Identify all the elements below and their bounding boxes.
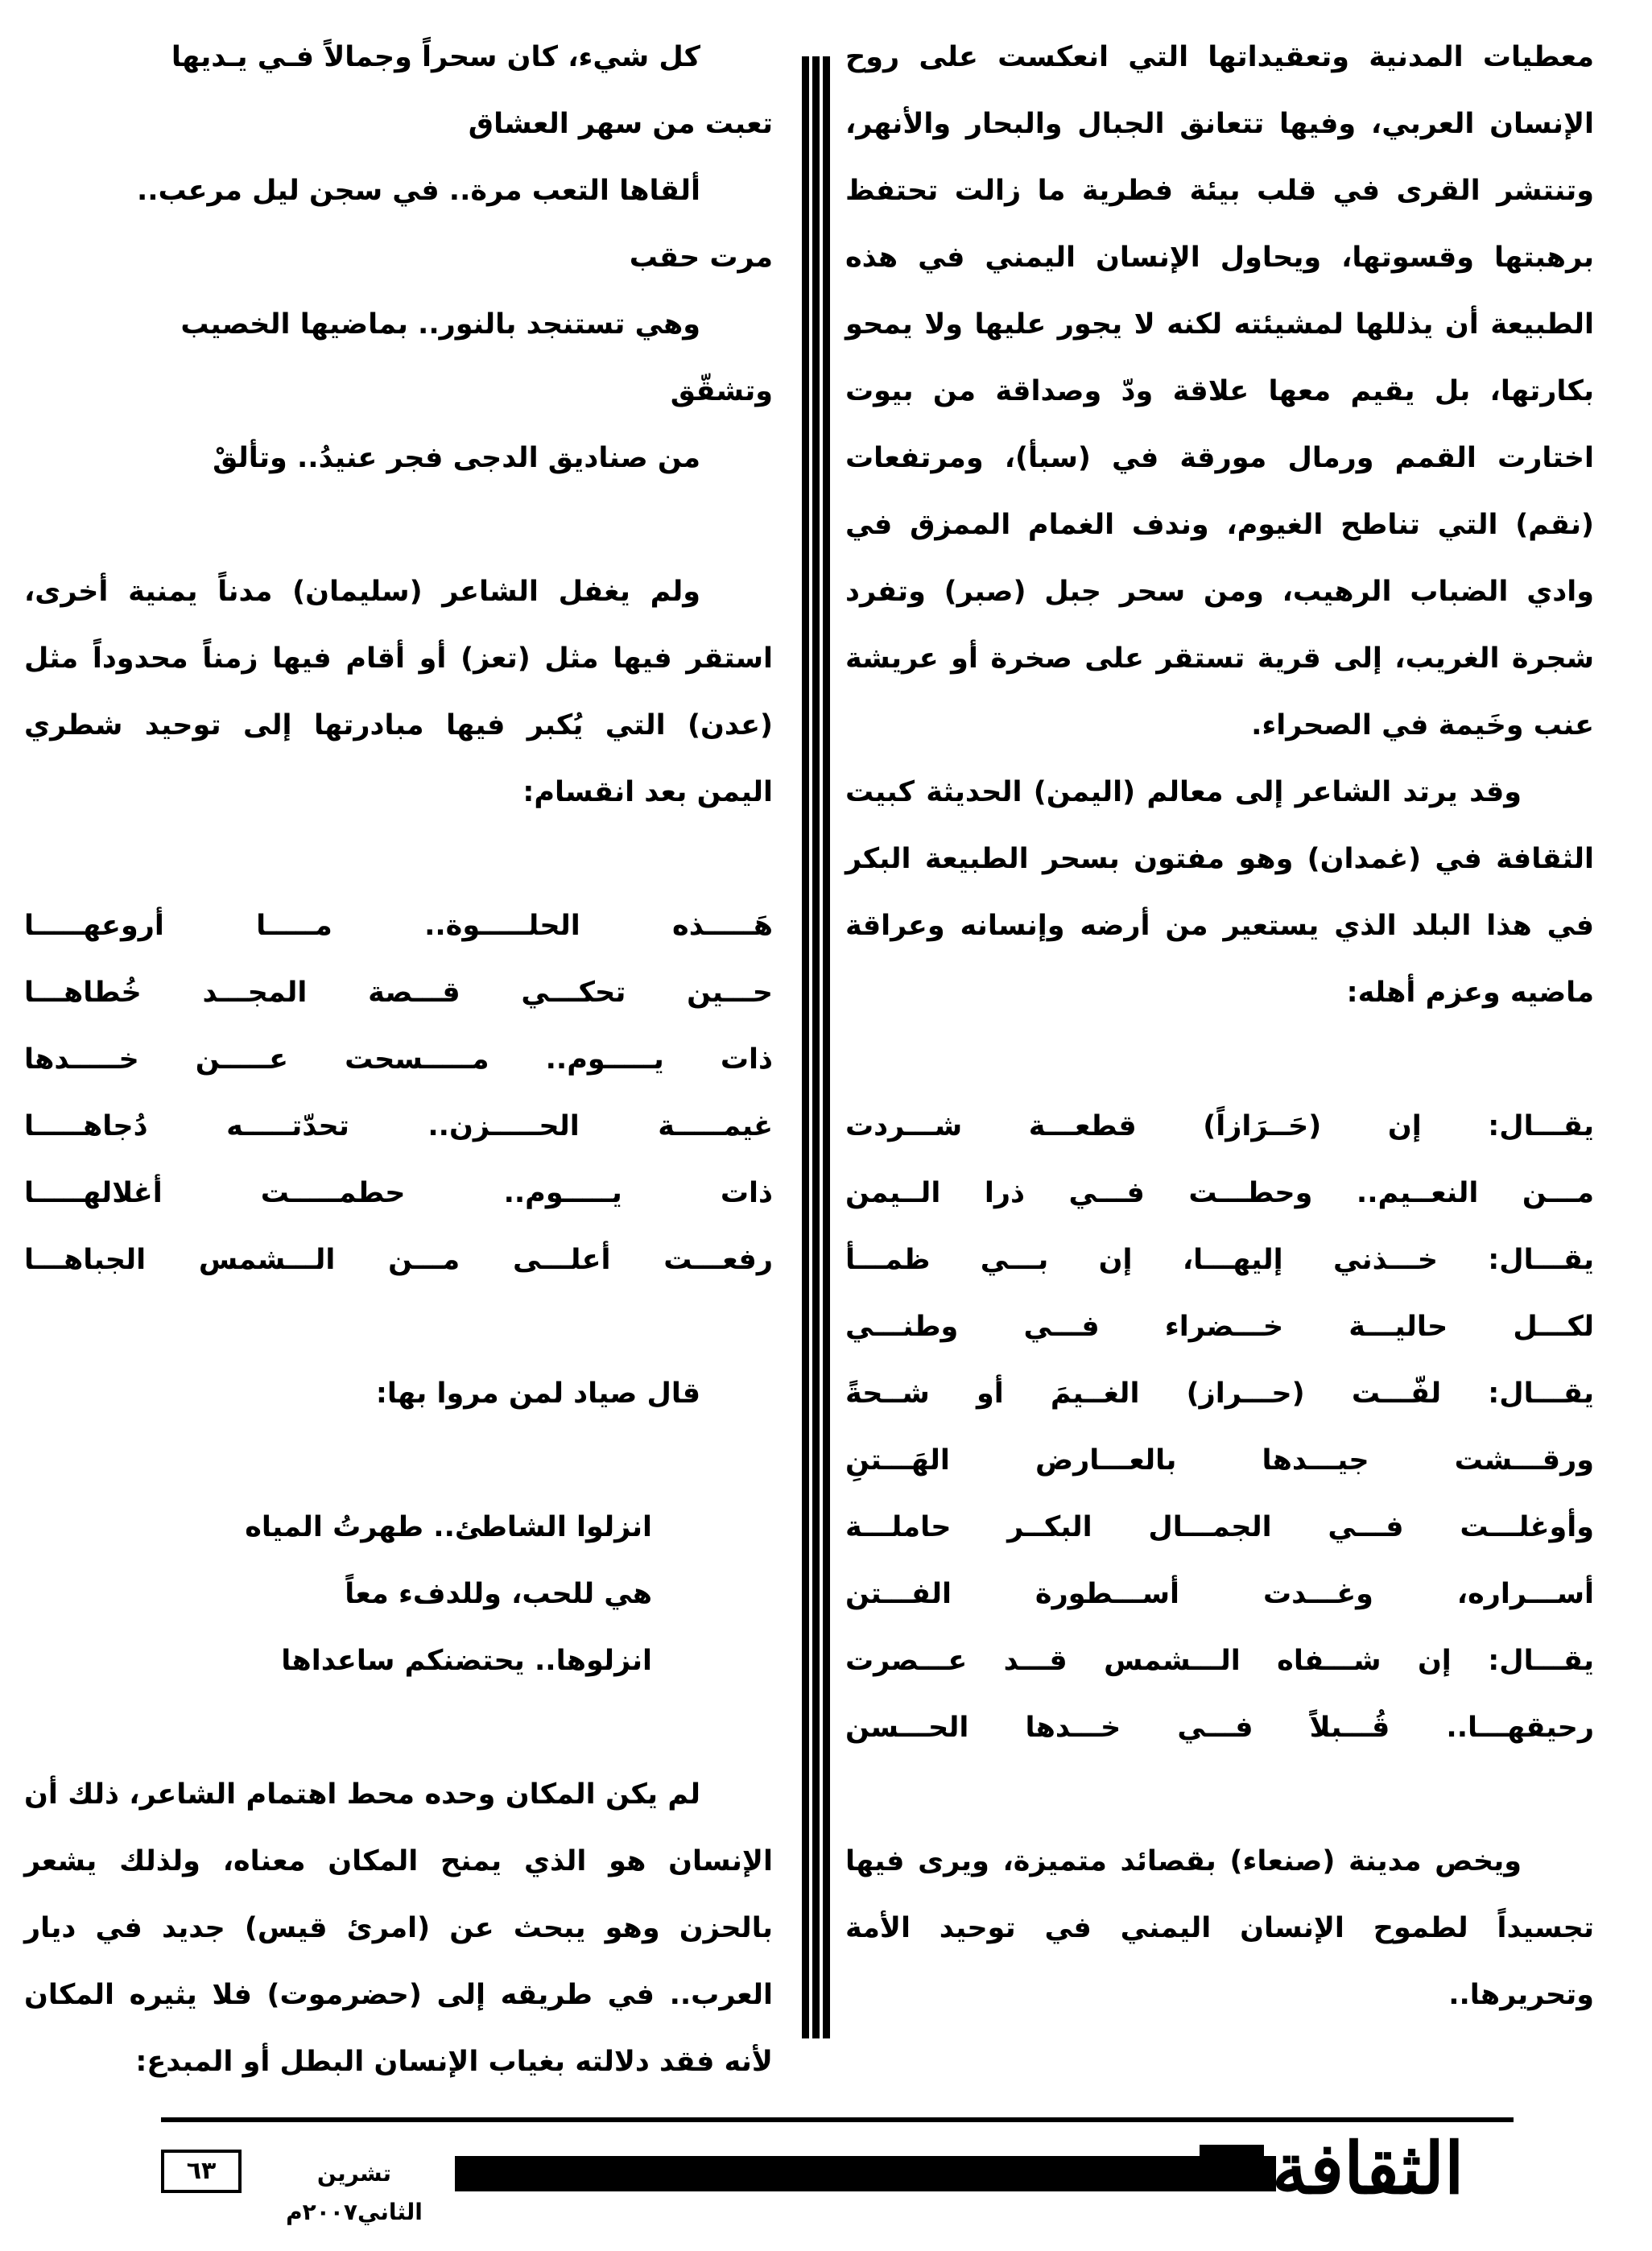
poem-aden: [24, 893, 773, 1294]
verse-line: غيمـــــة الحـــــزن.. تحدّتـــــه دُجاهـــــا: [24, 1110, 773, 1142]
logo-text: الثقافة: [1272, 2126, 1464, 2210]
separator-line: [823, 56, 830, 2038]
paragraph-nature: معطيات المدنية وتعقيداتها التي انعكست على روح الإنسان العربي، وفيها تتعانق الجبال والبحار والأنهر، وتنتشر القرى في قلب بيئة فطرية ما زالت تحتفظ برهبتها وقسوتها، ويحاول الإنسان اليمني في هذه الطبيعة أن يذللها لمشيئته لكنه لا يجور عليها ولا يمحو بكارتها، بل يقيم معها علاقة ودّ وصداقة من بيوت اختارت القمم ورمال مورقة في (سبأ)، ومرتفعات (نقم) التي تناطح الغيوم، وندف الغمام الممزق في وادي الضباب الرهيب، ومن سحر جبل (صبر) وتفرد شجرة الغريب، إلى قرية تستقر على صخرة أو عريشة عنب وخَيمة في الصحراء.: [845, 41, 1594, 741]
verse-line: هَـــــذه الحلـــــوة.. مـــــا أروعهـــــا: [24, 910, 773, 942]
page-number: ٦٣: [161, 2150, 242, 2193]
verse-line: وأوغلـــت فـــي الجمـــال البكــر حاملـــة: [845, 1511, 1594, 1543]
stanza-line: انزلوا الشاطئ.. طهرتُ المياه: [245, 1511, 652, 1543]
spacer: [24, 1294, 773, 1361]
spacer: [24, 826, 773, 893]
poem-line: وهي تستنجد بالنور.. بماضيها الخصيب: [180, 308, 700, 341]
verse-line: أســـراره، وغـــدت أســـطورة الفـــتن: [845, 1578, 1594, 1610]
stanza-line: هي للحب، وللدفء معاً: [345, 1578, 652, 1610]
magazine-logo: [1200, 2124, 1634, 2212]
spacer: [24, 1427, 773, 1494]
column-separator: [795, 56, 832, 2038]
verse-line: يقـــال: إن شـــفاه الـــشمس قـــد عـــصرت: [845, 1645, 1594, 1677]
poem-line: من صناديق الدجى فجر عنيدُ.. وتألقْ: [213, 442, 700, 474]
verse-line: ذات يـــــوم.. مـــــسحت عـــــن خـــــدها: [24, 1043, 773, 1076]
left-text-column: [24, 24, 773, 2078]
poem-line: وتشقّق: [670, 375, 773, 407]
spacer: [24, 1695, 773, 1762]
verse-line: يقـــال: إن (حَــرَازاً) قطعـــة شـــردت: [845, 1110, 1594, 1142]
verse-line: حـــين تحكـــي قـــصة المجـــد خُطاهـــا: [24, 977, 773, 1009]
logo-bars-icon: [1200, 2145, 1264, 2191]
poem-shore: [24, 1494, 773, 1695]
poem-line: ألقاها التعب مرة.. في سجن ليل مرعب..: [136, 175, 700, 207]
paragraph-fisherman: قال صياد لمن مروا بها:: [375, 1377, 700, 1410]
right-text-column: [845, 24, 1594, 2053]
verse-line: لكـــل حاليـــة خـــضراء فـــي وطنـــي: [845, 1311, 1594, 1343]
separator-line: [802, 56, 809, 2038]
poem-line: تعبت من سهر العشاق: [468, 108, 773, 140]
page-footer: [0, 2117, 1652, 2225]
poem-line: مرت حقب: [629, 242, 773, 274]
spacer: [845, 1026, 1594, 1093]
paragraph-sanaa: ويخص مدينة (صنعاء) بقصائد متميزة، ويرى فيها تجسيداً لطموح الإنسان اليمني في توحيد الأمة وتحريرها..: [845, 1845, 1594, 2011]
footer-rule: [161, 2117, 1514, 2122]
verse-line: رحيقهـــا.. قُـــبلاً فـــي خـــدها الحـــسن: [845, 1712, 1594, 1744]
spacer: [845, 1762, 1594, 1828]
verse-line: مـــن النعــيم.. وحطـــت فـــي ذرا الــيمن: [845, 1177, 1594, 1209]
poem-line: كل شيء، كان سحراً وجمالاً فـي يـديها: [171, 41, 700, 73]
poem-intro: [24, 24, 773, 492]
verse-line: ورقـــشت جيـــدها بالعـــارض الهَـــتنِ: [845, 1444, 1594, 1477]
spacer: [24, 492, 773, 559]
paragraph-place-meaning: لم يكن المكان وحده محط اهتمام الشاعر، ذلك أن الإنسان هو الذي يمنح المكان معناه، ولذلك يشعر بالحزن وهو يبحث عن (امرئ قيس) جديد في ديار العرب.. في طريقه إلى (حضرموت) فلا يثيره المكان لأنه فقد دلالته بغياب الإنسان البطل أو المبدع:: [24, 1778, 773, 2078]
stanza-line: انزلوها.. يحتضنكم ساعداها: [281, 1645, 652, 1677]
poem-haraz: [845, 1093, 1594, 1762]
footer-bar: [455, 2156, 1276, 2191]
verse-line: ذات يـــــوم.. حطمـــــت أغلالهـــــا: [24, 1177, 773, 1209]
verse-line: يقـــال: لفّـــت (حـــراز) الغــيمَ أو شــحةً: [845, 1377, 1594, 1410]
issue-date: تشرين الثاني٢٠٠٧م: [286, 2160, 423, 2225]
verse-line: رفعـــت أعلـــى مـــن الـــشمس الجباهـــا: [24, 1244, 773, 1276]
paragraph-modern-landmarks: وقد يرتد الشاعر إلى معالم (اليمن) الحديثة كبيت الثقافة في (غمدان) وهو مفتون بسحر الطبيعة البكر في هذا البلد الذي يستعير من أرضه وإنسانه وعراقة ماضيه وعزم أهله:: [845, 776, 1594, 1009]
separator-line: [812, 56, 820, 2038]
verse-line: يقـــال: خـــذني إليهـــا، إن بـــي ظمـــأ: [845, 1244, 1594, 1276]
paragraph-other-cities: ولم يغفل الشاعر (سليمان) مدناً يمنية أخرى، استقر فيها مثل (تعز) أو أقام فيها زمناً محدوداً مثل (عدن) التي يُكبر فيها مبادرتها إلى توحيد شطري اليمن بعد انقسام:: [24, 576, 773, 808]
